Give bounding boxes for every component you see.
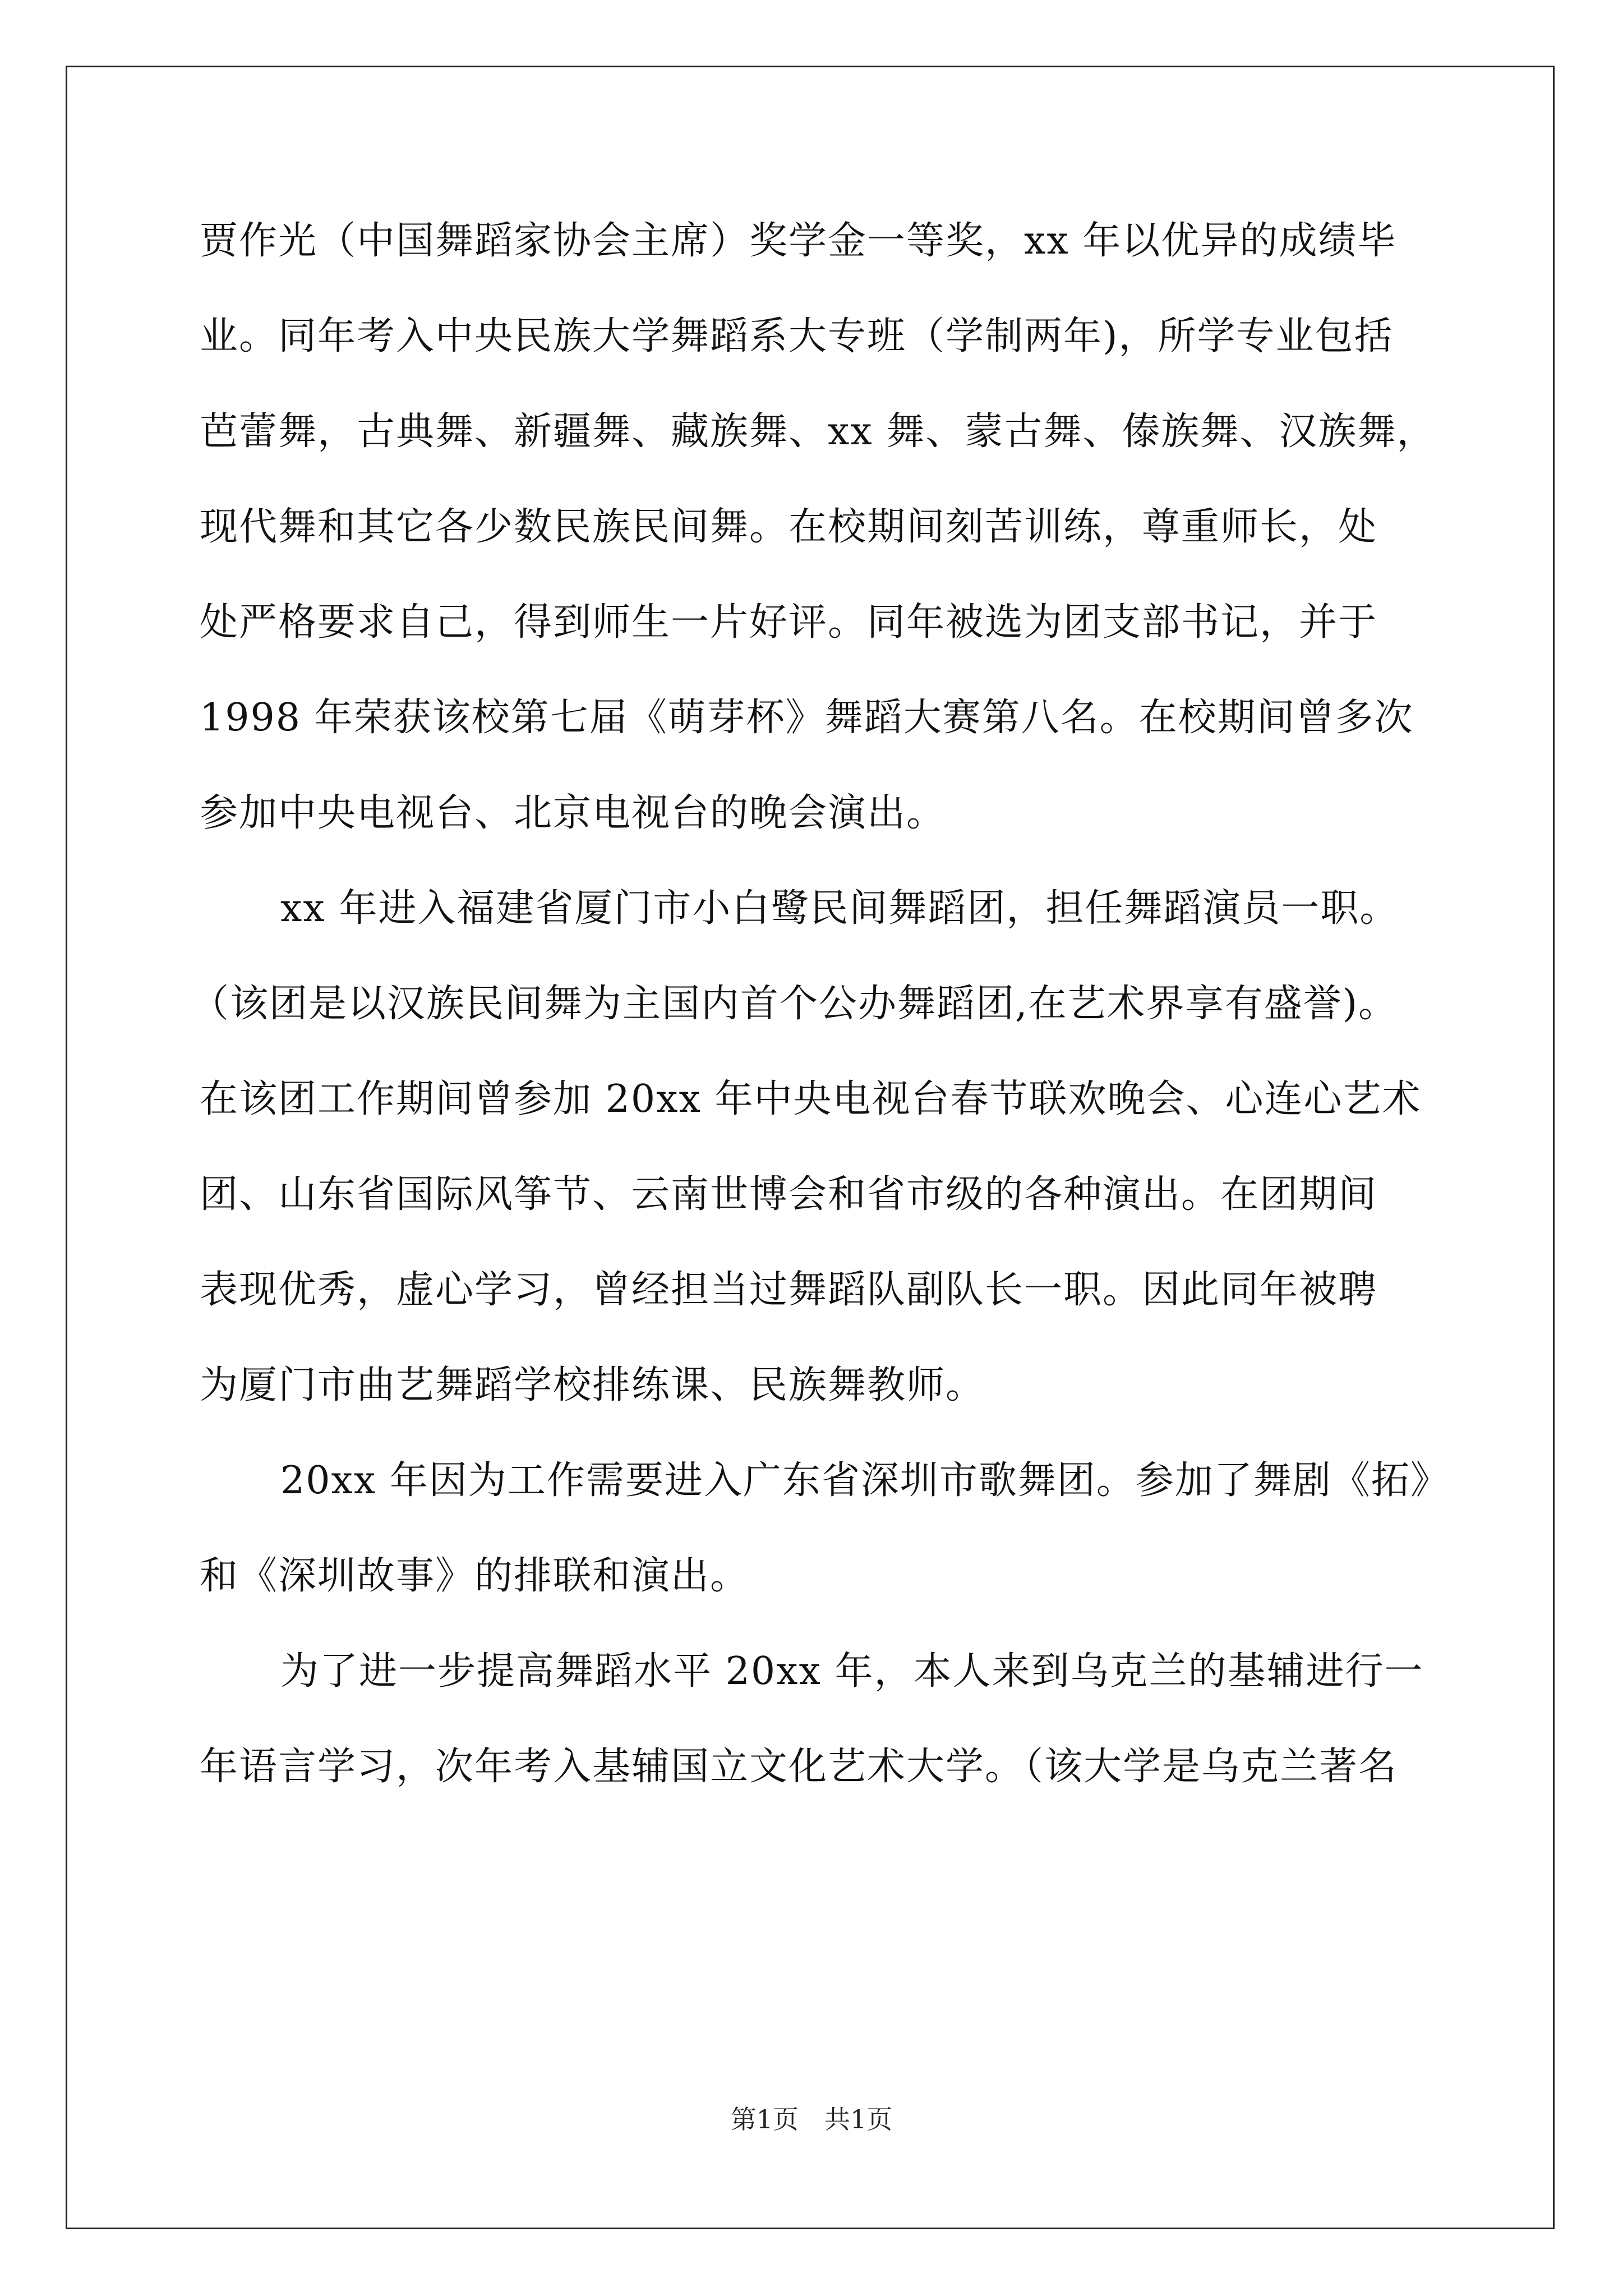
page-number-footer: 第1页 共1页 bbox=[730, 2104, 893, 2134]
text-line: 处严格要求自己，得到师生一片好评。同年被选为团支部书记，并于 bbox=[200, 600, 1378, 645]
paragraph-start-line: xx 年进入福建省厦门市小白鹭民间舞蹈团，担任舞蹈演员一职。 bbox=[280, 886, 1399, 931]
text-line: 为厦门市曲艺舞蹈学校排练课、民族舞教师。 bbox=[200, 1363, 985, 1407]
paragraph-start-line: 为了进一步提高舞蹈水平 20xx 年，本人来到乌克兰的基辅进行一 bbox=[280, 1649, 1424, 1694]
text-line: 芭蕾舞，古典舞、新疆舞、藏族舞、xx 舞、蒙古舞、傣族舞、汉族舞， bbox=[200, 409, 1436, 454]
page-border bbox=[66, 66, 1555, 2229]
text-line: 年语言学习，次年考入基辅国立文化艺术大学。（该大学是乌克兰著名 bbox=[200, 1745, 1398, 1789]
text-line: （该团是以汉族民间舞为主国内首个公办舞蹈团,在艺术界享有盛誉)。 bbox=[191, 982, 1398, 1026]
text-line: 表现优秀，虚心学习，曾经担当过舞蹈队副队长一职。因此同年被聘 bbox=[200, 1268, 1378, 1312]
paragraph-start-line: 20xx 年因为工作需要进入广东省深圳市歌舞团。参加了舞剧《拓》 bbox=[280, 1458, 1450, 1503]
text-line: 团、山东省国际风筝节、云南世博会和省市级的各种演出。在团期间 bbox=[200, 1172, 1378, 1217]
text-line: 1998 年荣获该校第七届《萌芽杯》舞蹈大赛第八名。在校期间曾多次 bbox=[200, 696, 1414, 740]
text-line: 现代舞和其它各少数民族民间舞。在校期间刻苦训练，尊重师长，处 bbox=[200, 505, 1378, 549]
text-line: 和《深圳故事》的排联和演出。 bbox=[200, 1554, 750, 1598]
text-line: 在该团工作期间曾参加 20xx 年中央电视台春节联欢晚会、心连心艺术 bbox=[200, 1077, 1422, 1121]
text-line: 贾作光（中国舞蹈家协会主席）奖学金一等奖，xx 年以优异的成绩毕 bbox=[200, 219, 1397, 263]
text-line: 参加中央电视台、北京电视台的晚会演出。 bbox=[200, 791, 946, 835]
text-line: 业。同年考入中央民族大学舞蹈系大专班（学制两年)，所学专业包括 bbox=[200, 314, 1394, 358]
